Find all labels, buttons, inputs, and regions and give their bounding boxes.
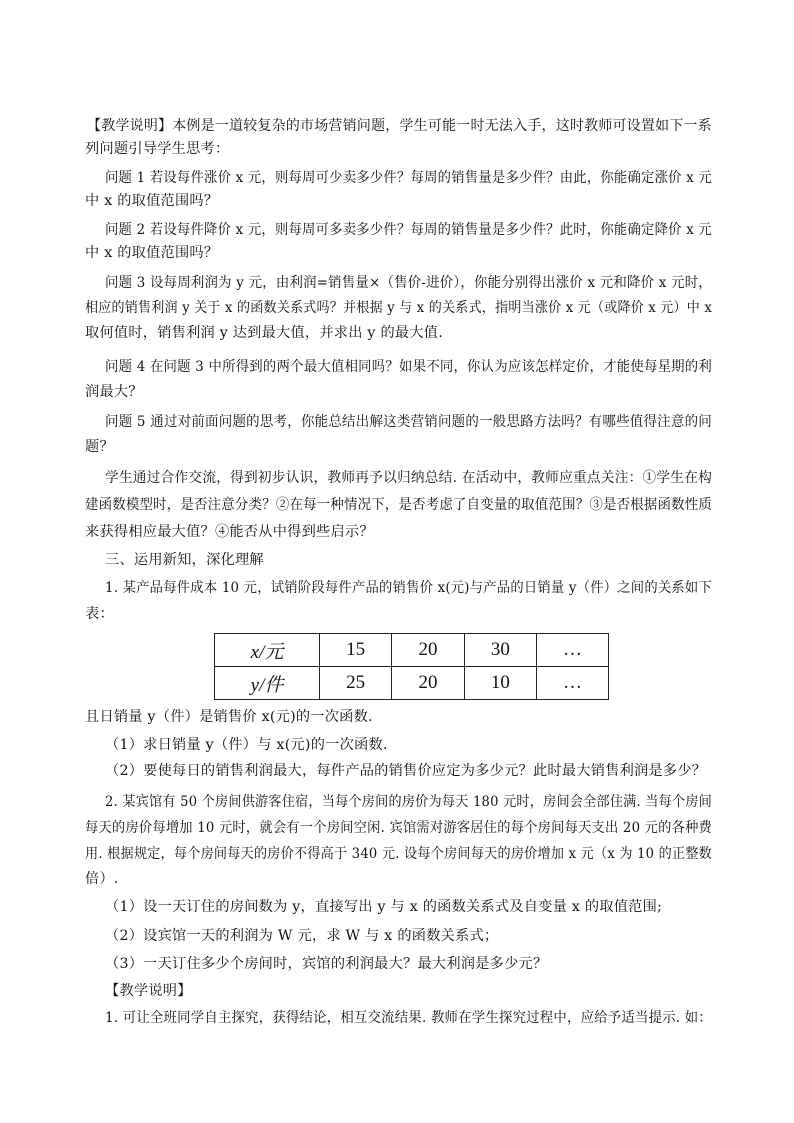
table-cell: … <box>537 667 609 700</box>
table-cell: 10 <box>464 667 536 700</box>
question-3-line-3: 取何值时，销售利润 y 达到最大值，并求出 y 的最大值. <box>85 325 443 341</box>
table-header-cell: x/元 <box>215 634 320 667</box>
discussion-para-line-3: 来获得相应最大值？④能否从中得到些启示？ <box>85 524 374 540</box>
question-5-line-1: 问题 5 通过对前面问题的思考，你能总结出解这类营销问题的一般思路方法吗？有哪些值得注意的问 <box>105 414 713 430</box>
question-4-line-1: 问题 4 在问题 3 中所得到的两个最大值相同吗？如果不同，你认为应该怎样定价，才能使每星期的利 <box>105 359 713 375</box>
exercise-2-sub-1: （1）设一天订住的房间数为 y，直接写出 y 与 x 的函数关系式及自变量 x 的取值范围; <box>105 899 663 915</box>
table-cell: 25 <box>320 667 392 700</box>
question-1-line-2: 中 x 的取值范围吗？ <box>85 193 219 209</box>
question-4-line-2: 润最大？ <box>85 384 143 400</box>
exercise-2-line-1: 2. 某宾馆有 50 个房间供游客住宿，当每个房间的房价为每天 180 元时，房间会全部住满. 当每个房间 <box>105 794 713 810</box>
exercise-2-sub-3: （3）一天订住多少个房间时，宾馆的利润最大？最大利润是多少元？ <box>105 956 548 972</box>
table-header-cell: y/件 <box>215 667 320 700</box>
exercise-1-line-1: 1. 某产品每件成本 10 元，试销阶段每件产品的销售价 x(元)与产品的日销量 y（件）之间的关系如下 <box>105 580 713 596</box>
table-row <box>215 667 609 700</box>
exercise-1-sub-1: （1）求日销量 y（件）与 x(元)的一次函数. <box>105 737 388 753</box>
exercise-1-line-3: 且日销量 y（件）是销售价 x(元)的一次函数. <box>85 709 373 725</box>
exercise-2-line-4: 倍）. <box>85 871 119 887</box>
question-3-line-1: 问题 3 设每周利润为 y 元，由利润=销售量×（售价-进价），你能分别得出涨价 x 元和降价 x 元时， <box>105 275 712 291</box>
price-sales-table <box>214 633 609 700</box>
table-cell: 30 <box>464 634 536 667</box>
question-2-line-2: 中 x 的取值范围吗？ <box>85 245 219 261</box>
exercise-1-sub-2: （2）要使每日的销售利润最大，每件产品的销售价应定为多少元？此时最大销售利润是多少？ <box>105 763 707 779</box>
question-5-line-2: 题？ <box>85 439 114 455</box>
exercise-2-line-3: 用. 根据规定，每个房间每天的房价不得高于 340 元. 设每个房间每天的房价增加 x 元（x 为 10 的正整数 <box>85 846 713 862</box>
discussion-para-line-2: 建函数模型时，是否注意分类？②在每一种情况下，是否考虑了自变量的取值范围？③是否根据函数性质 <box>85 497 713 513</box>
table-cell: … <box>537 634 609 667</box>
table-cell: 15 <box>320 634 392 667</box>
exercise-1-line-2: 表： <box>85 606 114 622</box>
teaching-note-heading: 【教学说明】 <box>105 983 192 999</box>
table-cell: 20 <box>392 634 464 667</box>
exercise-2-line-2: 每天的房价每增加 10 元时，就会有一个房间空闲. 宾馆需对游客居住的每个房间每天支出 20 元的各种费 <box>85 820 713 836</box>
question-1-line-1: 问题 1 若设每件涨价 x 元，则每周可少卖多少件？每周的销售量是多少件？由此，你能确定涨价 x 元 <box>105 170 712 186</box>
discussion-para-line-1: 学生通过合作交流，得到初步认识，教师再予以归纳总结. 在活动中，教师应重点关注：①学生在构 <box>105 470 713 486</box>
teaching-note-para-line-2: 列问题引导学生思考： <box>85 141 230 157</box>
exercise-2-sub-2: （2）设宾馆一天的利润为 W 元，求 W 与 x 的函数关系式； <box>105 928 499 944</box>
section-heading: 三、运用新知，深化理解 <box>105 552 264 568</box>
teaching-note-para-line-1: 【教学说明】本例是一道较复杂的市场营销问题，学生可能一时无法入手，这时教师可设置如下一系 <box>87 118 712 134</box>
question-2-line-1: 问题 2 若设每件降价 x 元，则每周可多卖多少件？每周的销售量是多少件？此时，你能确定降价 x 元 <box>105 222 712 238</box>
question-3-line-2: 相应的销售利润 y 关于 x 的函数关系式吗？并根据 y 与 x 的关系式，指明当涨价 x 元（或降价 x 元）中 x <box>85 300 713 316</box>
teaching-note-line-1: 1. 可让全班同学自主探究，获得结论，相互交流结果. 教师在学生探究过程中，应给予适当提示. 如： <box>105 1010 712 1026</box>
table-cell: 20 <box>392 667 464 700</box>
table-row <box>215 634 609 667</box>
